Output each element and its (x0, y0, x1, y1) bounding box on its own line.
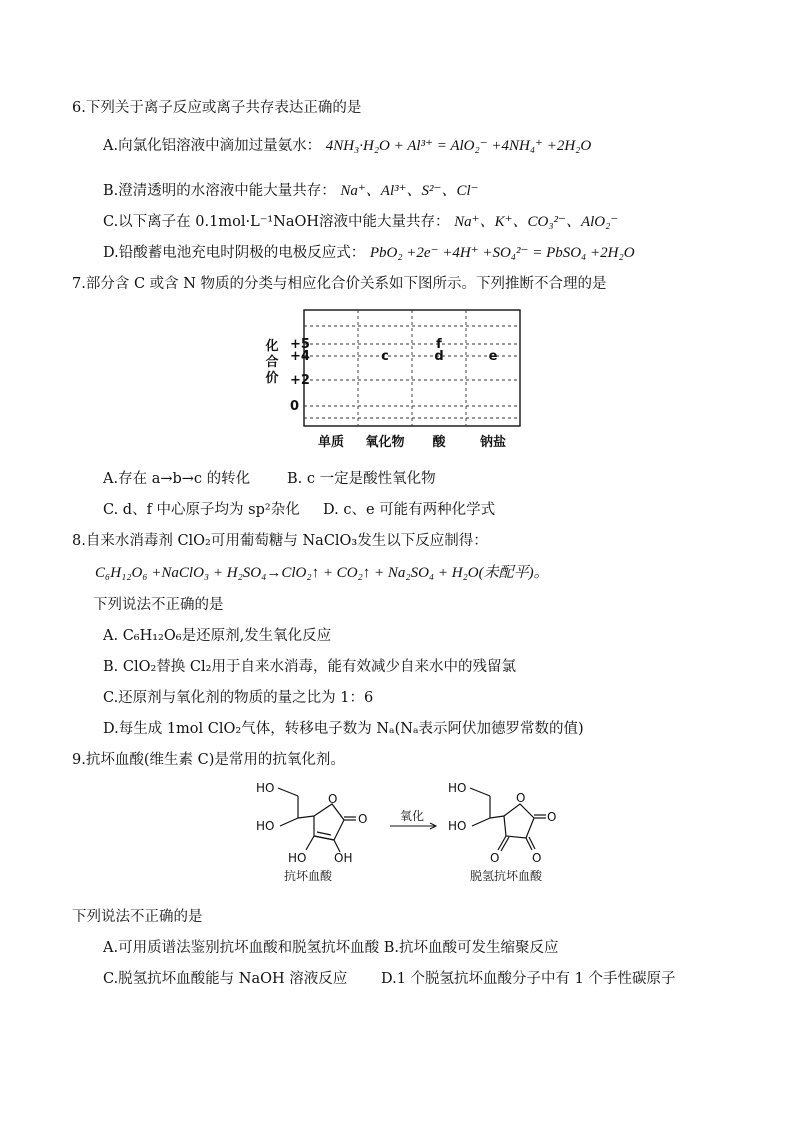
enol-ho-label: HO (288, 851, 307, 865)
q8-subprompt: 下列说法不正确的是 (93, 597, 224, 613)
q9-option-a: A.可用质谱法鉴别抗坏血酸和脱氢抗坏血酸 (103, 940, 380, 956)
y-axis-label-char-0: 化 (265, 339, 279, 354)
q8-stem: 8.自来水消毒剂 ClO₂可用葡萄糖与 NaClO₃发生以下反应制得： (72, 533, 488, 549)
carbonyl-oxygen-right: O (547, 810, 557, 824)
q9-option-c: C.脱氢抗坏血酸能与 NaOH 溶液反应 (103, 971, 348, 987)
y-tick-label-0: +5 (290, 337, 310, 352)
q6-stem: 6.下列关于离子反应或离子共存表达正确的是 (72, 100, 362, 116)
q9-option-b: B.抗坏血酸可发生缩聚反应 (383, 940, 559, 956)
q7-stem: 7.部分含 C 或含 N 物质的分类与相应化合价关系如下图所示。下列推断不合理的是 (72, 276, 607, 292)
q6-option-a (103, 137, 591, 155)
x-category-label-1: 氧化物 (365, 435, 405, 450)
x-category-label-3: 钠盐 (479, 435, 507, 450)
ring-oxygen-right: O (516, 791, 526, 805)
q8-option-c: C.还原剂与氧化剂的物质的量之比为 1：6 (103, 690, 374, 706)
q6-option-a-text: A.向氯化铝溶液中滴加过量氨水： (103, 138, 322, 154)
q7-option-d: D. c、e 可能有两种化学式 (323, 502, 496, 518)
q6-option-b-text: B.澄清透明的水溶液中能大量共存： (103, 183, 336, 199)
q9-subprompt: 下列说法不正确的是 (72, 909, 203, 925)
q6-option-b-ions: Na⁺、Al³⁺、S²⁻、Cl⁻ (340, 183, 479, 199)
q6-option-c (103, 213, 618, 231)
ho-label-top-right: HO (448, 781, 467, 795)
dehydroascorbic-acid-name: 脱氢抗坏血酸 (470, 869, 543, 883)
ring-oxygen: O (328, 792, 338, 806)
q6-option-c-text: C.以下离子在 0.1mol·L⁻¹NaOH溶液中能大量共存： (103, 214, 450, 230)
y-axis-label-char-1: 合 (265, 355, 279, 370)
q6-option-d-equation: PbO₂ +2e⁻ +4H⁺ +SO₄²⁻ = PbSO₄ +2H₂O (369, 245, 635, 261)
point-label-f: f (436, 337, 442, 352)
carbonyl-oxygen: O (358, 812, 368, 826)
q9-stem: 9.抗坏血酸(维生素 C)是常用的抗氧化剂。 (72, 752, 345, 768)
q6-option-a-equation: 4NH₃·H₂O + Al³⁺ = AlO₂⁻ +4NH₄⁺ +2H₂O (325, 138, 592, 154)
dehydroascorbic-acid-structure (470, 788, 546, 851)
x-category-label-2: 酸 (432, 435, 446, 450)
q6-option-d (103, 244, 635, 262)
q7-option-b: B. c 一定是酸性氧化物 (287, 471, 436, 487)
arrow-label: 氧化 (400, 809, 425, 823)
q7-option-c: C. d、f 中心原子均为 sp²杂化 (103, 502, 300, 518)
enol-oh-label: OH (334, 851, 353, 865)
point-label-e: e (488, 349, 498, 364)
y-axis-label-char-2: 价 (265, 371, 279, 386)
y-tick-label-3: 0 (290, 399, 300, 414)
q9-option-ab (103, 939, 558, 957)
y-tick-label-1: +4 (290, 349, 310, 364)
valence-chart (262, 306, 532, 458)
keto-oxygen-right: O (532, 851, 542, 865)
q8-option-d: D.每生成 1mol ClO₂气体，转移电子数为 Nₐ(Nₐ表示阿伏加德罗常数的值) (103, 721, 584, 737)
ho-label-mid: HO (256, 819, 275, 833)
q6-option-b (103, 182, 479, 200)
q7-option-a: A.存在 a→b→c 的转化 (103, 471, 251, 487)
q8-option-a: A. C₆H₁₂O₆是还原剂,发生氧化反应 (103, 628, 332, 644)
keto-oxygen-left: O (490, 851, 500, 865)
q6-option-c-ions: Na⁺、K⁺、CO₃²⁻、AlO₂⁻ (454, 214, 619, 230)
vitamin-c-oxidation-figure (240, 778, 570, 888)
ascorbic-acid-name: 抗坏血酸 (284, 869, 333, 883)
point-label-c: c (381, 349, 389, 364)
q8-option-b: B. ClO₂替换 Cl₂用于自来水消毒，能有效减少自来水中的残留氯 (103, 659, 516, 675)
ho-label-top: HO (256, 781, 275, 795)
point-label-d: d (434, 349, 444, 364)
y-tick-label-2: +2 (290, 373, 310, 388)
q9-option-d: D.1 个脱氢抗坏血酸分子中有 1 个手性碳原子 (381, 971, 676, 987)
ho-label-mid-right: HO (448, 819, 467, 833)
q6-option-d-text: D.铅酸蓄电池充电时阴极的电极反应式： (103, 245, 366, 261)
q8-equation: C₆H₁₂O₆ +NaClO₃ + H₂SO₄→ClO₂↑ + CO₂↑ + Na₂SO₄ + H₂O(未配平)。 (95, 565, 549, 581)
ascorbic-acid-structure (278, 788, 356, 852)
x-category-label-0: 单质 (317, 435, 345, 450)
